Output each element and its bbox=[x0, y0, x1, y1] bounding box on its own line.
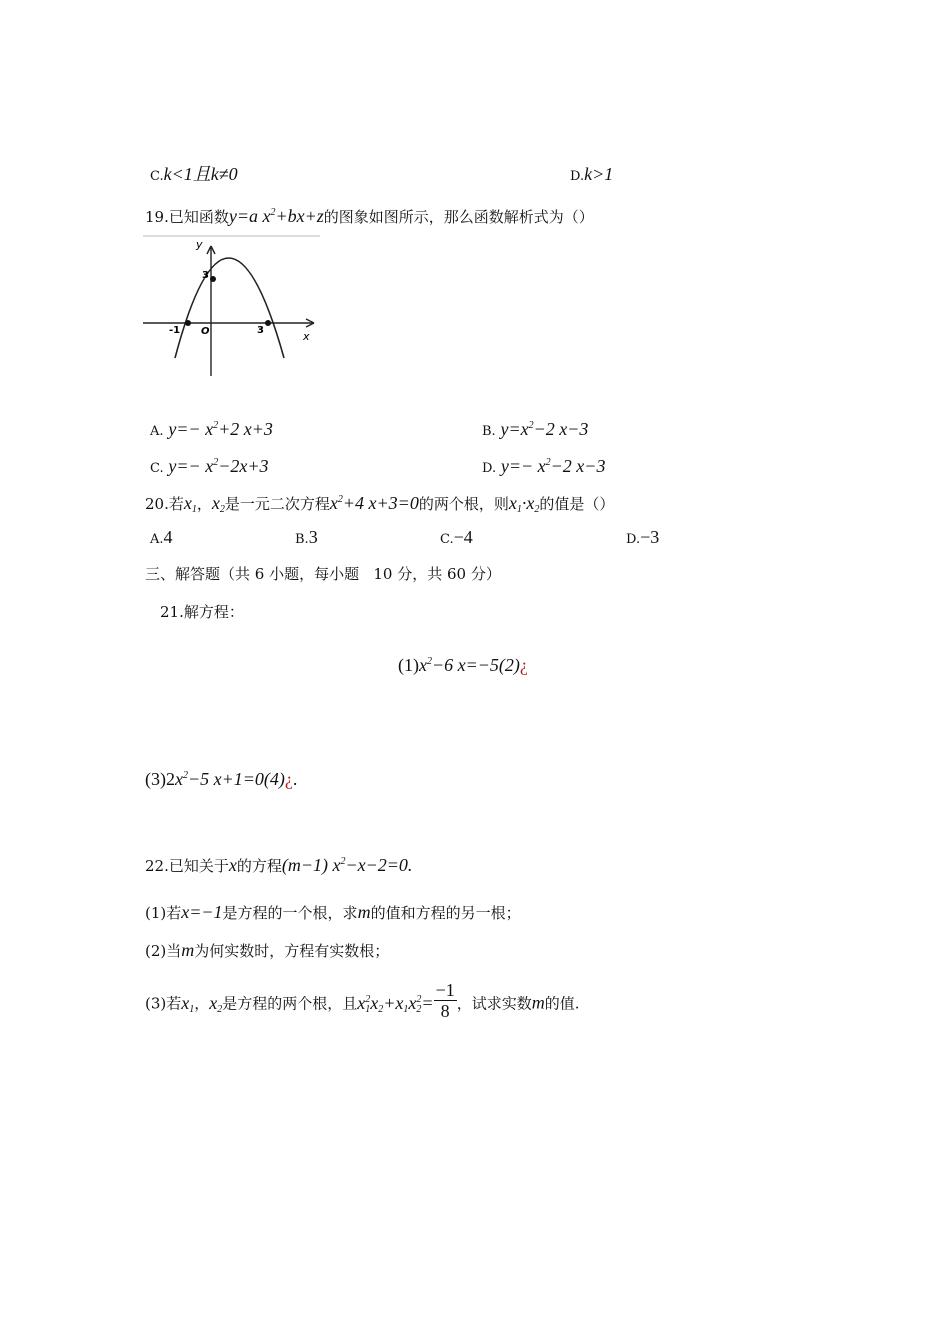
q22-var-m: m bbox=[357, 902, 371, 922]
q22-text: 是方程的一个根，求 bbox=[222, 904, 358, 922]
option-value: −3 bbox=[640, 527, 660, 547]
eq-part: . bbox=[292, 769, 298, 789]
q20-stem-text: 20.若 bbox=[145, 495, 184, 513]
q19-stem-suffix: 的图象如图所示，那么函数解析式为（） bbox=[323, 208, 594, 226]
option-value: 4 bbox=[163, 527, 173, 547]
q20-option-a bbox=[150, 527, 173, 550]
option-expr: k<1且k≠0 bbox=[163, 164, 238, 184]
q20-option-b bbox=[295, 527, 318, 550]
q18-option-d bbox=[570, 164, 613, 187]
q19-option-c bbox=[150, 453, 268, 479]
q22-equation-rest: −x−2=0. bbox=[345, 855, 413, 875]
left-root-label: -1 bbox=[169, 325, 181, 336]
option-label: A. bbox=[150, 424, 164, 439]
q22-text: 是方程的两个根，且 bbox=[222, 994, 358, 1013]
eq-part: (3)2 bbox=[145, 769, 175, 789]
option-expr: k>1 bbox=[584, 164, 614, 184]
missing-glyph: ¿ bbox=[519, 655, 528, 675]
option-value: −4 bbox=[453, 527, 473, 547]
q20-stem-text: 的值是（） bbox=[539, 495, 615, 513]
section-heading: 三、解答题（共 6 小题，每小题 10 分，共 60 分） bbox=[145, 565, 501, 583]
q22-text: ， bbox=[194, 994, 210, 1013]
q19-option-a bbox=[150, 416, 273, 442]
option-expr: $y=x^2-2$ x−3 bbox=[500, 419, 589, 439]
option-expr: $y=- x^2-2$ x−3 bbox=[500, 456, 606, 476]
q22-var-x: x bbox=[228, 855, 237, 875]
q20-x1: $x_1$ bbox=[183, 493, 197, 515]
parabola-curve bbox=[175, 258, 284, 358]
q18-option-c bbox=[150, 164, 238, 187]
q20-x2: $x_2$ bbox=[211, 493, 225, 515]
eq-part: (1) bbox=[398, 655, 419, 675]
q22-text: ，试求实数 bbox=[456, 994, 532, 1013]
q22-x1: $x_1$ bbox=[181, 992, 195, 1015]
y-axis-label: y bbox=[196, 238, 203, 251]
q20-stem-text: ， bbox=[196, 495, 212, 513]
option-label: C. bbox=[440, 532, 454, 547]
q21-title: 21.解方程： bbox=[160, 603, 244, 621]
option-label: A. bbox=[150, 532, 164, 547]
q20-stem-text: 的两个根，则 bbox=[418, 495, 509, 513]
q20-stem bbox=[145, 490, 614, 520]
option-label: B. bbox=[295, 532, 309, 547]
q20-option-d bbox=[626, 527, 659, 550]
q22-text: 的值. bbox=[544, 994, 580, 1013]
y-intercept-label: 3 bbox=[202, 270, 209, 281]
q19-stem-prefix: 19.已知函数 bbox=[145, 208, 229, 226]
q20-product: $x_1\cdot x_2$ bbox=[508, 493, 540, 515]
option-label: D. bbox=[570, 169, 585, 184]
q22-stem bbox=[145, 852, 412, 876]
eq-x-squared: $x^2$ bbox=[419, 655, 432, 675]
q22-fraction bbox=[434, 980, 457, 1021]
x-axis-label: x bbox=[303, 330, 310, 343]
missing-glyph: ¿ bbox=[284, 769, 293, 789]
q22-text: (2)当 bbox=[145, 942, 182, 960]
q22-var-m: m bbox=[181, 940, 195, 960]
option-value: 3 bbox=[308, 527, 318, 547]
eq-x-squared: $x^2$ bbox=[175, 769, 188, 789]
option-expr: $y=- x^2+2$ x+3 bbox=[168, 419, 273, 439]
q19-option-d bbox=[482, 453, 605, 479]
option-label: D. bbox=[626, 532, 641, 547]
option-label: C. bbox=[150, 461, 164, 476]
option-label: B. bbox=[482, 424, 496, 439]
q22-condition-expr: $x^2_1x_2+x_1x^2_2=$ bbox=[357, 992, 434, 1015]
q22-text: 为何实数时，方程有实数根； bbox=[194, 942, 390, 960]
q20-option-c bbox=[440, 527, 473, 550]
right-root-label: 3 bbox=[257, 325, 264, 336]
q21-equations-3-4 bbox=[145, 766, 297, 790]
q22-equation-lhs: (m−1) $x^2$ bbox=[281, 855, 346, 875]
q19-stem bbox=[145, 203, 594, 227]
q19-function-expr: y=a $x^2+bx+z$ bbox=[228, 206, 324, 226]
y-intercept-point bbox=[210, 276, 216, 282]
option-expr: $y=- x^2-2x+3$ bbox=[168, 456, 269, 476]
eq-part: −6 x=−5(2) bbox=[432, 655, 520, 675]
fraction-denominator: 8 bbox=[440, 1001, 450, 1021]
option-label: D. bbox=[482, 461, 497, 476]
right-root-point bbox=[265, 320, 271, 326]
q22-text: 的方程 bbox=[236, 857, 282, 875]
q22-part-3 bbox=[145, 980, 580, 1021]
fraction-numerator: −1 bbox=[435, 980, 455, 1000]
q20-equation: $x^2+4$ x+3=0 bbox=[329, 493, 419, 513]
option-label: C. bbox=[150, 169, 164, 184]
origin-label: O bbox=[201, 326, 210, 337]
q19-parabola-graph bbox=[140, 232, 325, 380]
q22-var-m: m bbox=[531, 992, 545, 1013]
q20-stem-text: 是一元二次方程 bbox=[224, 495, 330, 513]
q21-equations-1-2 bbox=[398, 652, 528, 676]
q22-text: 的值和方程的另一根； bbox=[370, 904, 521, 922]
q22-root-expr: x=−1 bbox=[181, 902, 223, 922]
q19-option-b bbox=[482, 416, 588, 442]
eq-part: −5 x+1=0(4) bbox=[188, 769, 285, 789]
q22-text: 22.已知关于 bbox=[145, 857, 229, 875]
left-root-point bbox=[185, 320, 191, 326]
q22-text: (3)若 bbox=[145, 994, 182, 1013]
q22-x2: $x_2$ bbox=[209, 992, 223, 1015]
q22-text: (1)若 bbox=[145, 904, 182, 922]
q22-part-1 bbox=[145, 902, 521, 923]
q22-part-2 bbox=[145, 940, 389, 961]
